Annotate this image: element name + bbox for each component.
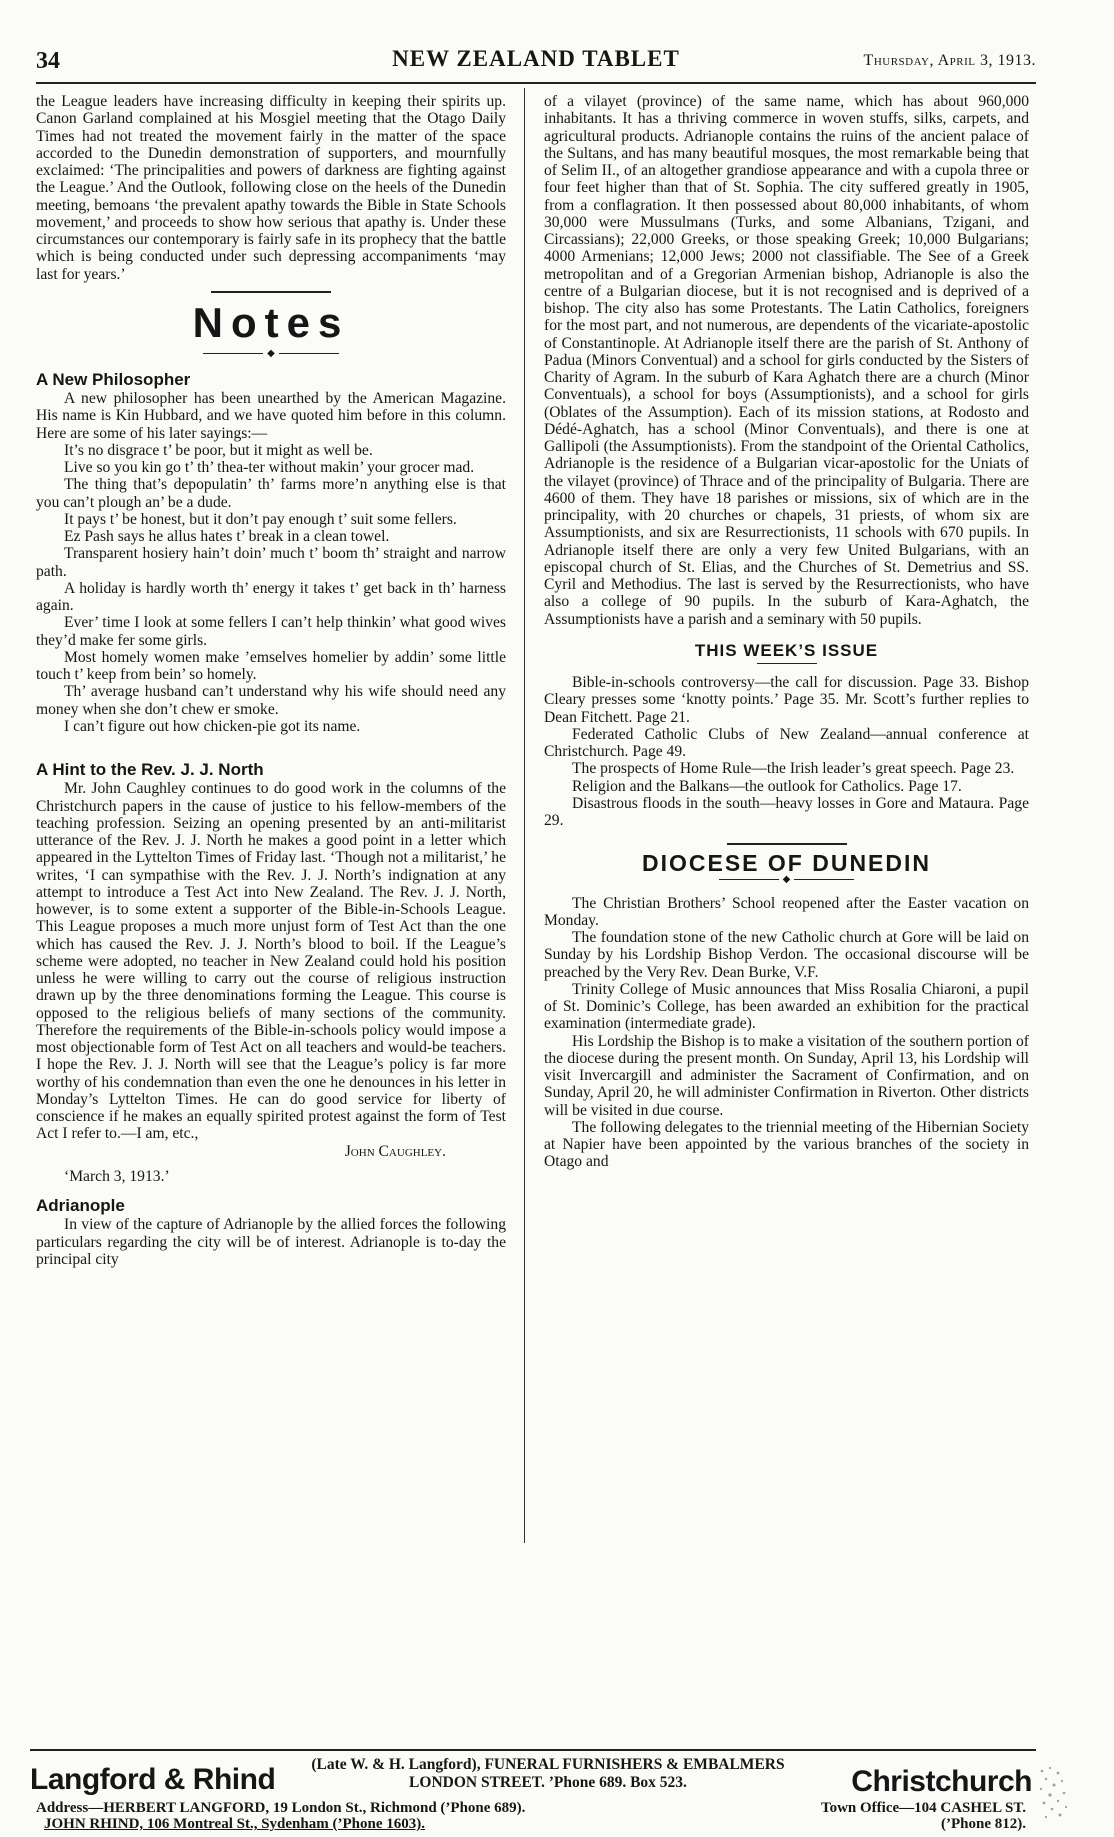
saying-item: Ever’ time I look at some fellers I can’t help thinkin’ what good wives they’d make fer some girls. <box>36 614 506 649</box>
hint-body: Mr. John Caughley continues to do good work in the columns of the Christchurch papers in the cause of justice to his fellow-members of the teaching profession. Seizing an opening presented by an anti-militarist utterance of the Rev. J. J. North he makes a good point in a letter which appeared in the Lyttelton Times of Friday last. ‘Though not a militarist,’ he writes, ‘I can sympathise with the Rev. J. J. North’s indignation at any attempt to introduce a Test Act into New Zealand. The Rev. J. J. North, however, is to some extent a supporter of the Bible-in-Schools League. This League proposes a much more unjust form of Test Act than the one which has caused the Rev. J. J. North’s blood to boil. If the League’s scheme were adopted, no teacher in New Zealand could hold his position unless he were willing to carry out the course of religious instruction drawn up by the three denominations forming the League. This course is opposed to the religious beliefs of many sections of the community. Therefore the requirements of the Bible-in-schools policy would impose a most objectionable form of Test Act on all teachers and would-be teachers. I hope the Rev. J. J. North will see that the League’s policy is far more worthy of his condemnation than even the one he denounces in his letter in Monday’s Lyttelton Times. He can do good service for liberty of conscience if he makes an equally spirited protest against the form of Test Act I refer to.—I am, etc., <box>36 780 506 1143</box>
saying-item: I can’t figure out how chicken-pie got its name. <box>64 717 361 735</box>
saying-item: Live so you kin go t’ th’ thea-ter without makin’ your grocer mad. <box>64 459 475 476</box>
diocese-paragraph: The foundation stone of the new Catholic church at Gore will be laid on Sunday by his Lordship Bishop Verdon. The occasional discourse will be preached by the Very Rev. Dean Burke, V.F. <box>544 929 1029 981</box>
saying-item: Th’ average husband can’t understand why his wife should need any money when she don’t chew er smoke. <box>36 683 506 718</box>
advert-line-1: (Late W. & H. Langford), FUNERAL FURNISHERS & EMBALMERS <box>311 1756 785 1773</box>
column-divider <box>524 88 525 1543</box>
issue-list <box>544 674 1029 829</box>
diocese-paragraph: His Lordship the Bishop is to make a visitation of the southern portion of the diocese during the present month. On Sunday, April 13, his Lordship will visit Invercargill and administer the Sacrament of Confirmation, and on Sunday, April 20, he will administer Confirmation in Riverton. Other districts will be visited in due course. <box>544 1032 1029 1119</box>
heading-adrianople: Adrianople <box>36 1196 125 1215</box>
advert-city: Christchurch <box>851 1765 1032 1798</box>
adrianople-continued: of a vilayet (province) of the same name, which has about 960,000 inhabitants. It has a thriving commerce in woven stuffs, silks, carpets, and agricultural products. Adrianople contains the ruins of the ancient palace of the Sultans, and has many beautiful mosques, the most remarkable being that of Selim II., of an altogether grandiose appearance and with a cupola three or four feet higher than that of St. Sophia. The city suffered greatly in 1905, from a conflagration. It then possessed about 80,000 inhabitants, of whom 30,000 were Mussulmans (Turks, and some Albanians, Tzigani, and Circassians); 22,000 Greeks, or those speaking Greek; 10,000 Bulgarians; 4000 Armenians; 12,000 Jews; 2000 not classifiable. The See of a Greek metropolitan and of a Gregorian Armenian bishop, Adrianople is also the centre of a Bulgarian diocese, but it is not recognised and is deprived of a bishop. The city also has some Protestants. The Latin Catholics, foreigners for the most part, and not numerous, are dependents of the vicariate-apostolic of Constantinople. At Adrianople itself there are the parish of St. Anthony of Padua (Minors Conventual) and a school for girls conducted by the Sisters of Charity of Agram. In the suburb of Kara Aghatch there are a church (Minor Conventuals), a school for boys (Assumptionists), and a school for girls (Oblates of the Assumption). Each of its mission stations, at Rodosto and Dédé-Aghatch, has a school (Minor Conventuals), and there is one at Gallipoli (the Assumptionists). From the standpoint of the Oriental Catholics, Adrianople is the residence of a Bulgarian vicar-apostolic for the Uniats of the vilayet (province) of Thrace and of the principality of Bulgaria. There are 4600 of them. They have 18 parishes or missions, six of which are in the principality, with 20 churches or chapels, 31 priests, of whom six are Assumptionists, and six are Resurrectionists, 11 schools with 670 pupils. In Adrianople itself there are only a very few United Bulgarians, with an episcopal church of St. Elias, and the Churches of St. Demetrius and SS. Cyril and Methodius. The last is served by the Resurrectionists, who have also a college of 90 pupils. In the suburb of Kara-Aghatch, the Assumptionists have a parish and a seminary with 50 pupils. <box>544 93 1029 628</box>
heading-hint-north: A Hint to the Rev. J. J. North <box>36 760 264 779</box>
issue-item: Federated Catholic Clubs of New Zealand—annual conference at Christchurch. Page 49. <box>544 725 1029 760</box>
diocese-news <box>544 895 1029 1171</box>
decorative-stamp-icon <box>1036 1763 1070 1823</box>
diocese-paragraph: The Christian Brothers’ School reopened after the Easter vacation on Monday. <box>544 894 1029 929</box>
saying-item: It pays t’ be honest, but it don’t pay enough t’ suit some fellers. <box>64 510 457 528</box>
section-rule <box>211 291 331 293</box>
philosopher-intro: A new philosopher has been unearthed by the American Magazine. His name is Kin Hubbard, and we have quoted him before in this column. Here are some of his later sayings:— <box>36 390 506 442</box>
advert-details <box>288 1756 808 1792</box>
section-rule <box>727 843 847 845</box>
page-number: 34 <box>36 48 60 74</box>
saying-item: Transparent hosiery hain’t doin’ much t’ boom th’ straight and narrow path. <box>36 545 506 580</box>
adrianople-intro: In view of the capture of Adrianople by the allied forces the following particulars regarding the city will be of interest. Adrianople is to-day the principal city <box>36 1216 506 1268</box>
heading-this-weeks-issue: THIS WEEK’S ISSUE <box>694 640 879 660</box>
advert-line-2: LONDON STREET. ’Phone 689. Box 523. <box>409 1774 687 1791</box>
heading-diocese-dunedin: DIOCESE OF DUNEDIN <box>641 850 932 877</box>
saying-item: The thing that’s depopulatin’ th’ farms more’n anything else is that you can’t plough an’ be a dude. <box>36 476 506 511</box>
heading-new-philosopher: A New Philosopher <box>36 369 191 389</box>
diocese-paragraph: The following delegates to the triennial meeting of the Hibernian Society at Napier have been appointed by the various branches of the society in Otago and <box>544 1118 1029 1171</box>
notes-title: Notes <box>192 298 350 346</box>
left-column <box>36 93 506 1268</box>
sayings-list <box>36 442 506 735</box>
diocese-paragraph: Trinity College of Music announces that Miss Rosalia Chiaroni, a pupil of St. Dominic’s College, has been awarded an exhibition for the practical examination (intermediate grade). <box>544 980 1029 1033</box>
advert-town-office: Town Office—104 CASHEL ST. <box>820 1800 1026 1816</box>
advert-rule <box>30 1749 1036 1751</box>
saying-item: Most homely women make ’emselves homelier by addin’ some little touch t’ keep from bein’ so homely. <box>36 648 506 683</box>
saying-item: Ez Pash says he allus hates t’ break in a clean towel. <box>64 528 390 545</box>
saying-item: A holiday is hardly worth th’ energy it takes t’ get back in th’ harness again. <box>36 579 506 614</box>
issue-item: Bible-in-schools controversy—the call for discussion. Page 33. Bishop Cleary presses some ‘knotty points.’ Page 35. Mr. Scott’s further replies to Dean Fitchett. Page 21. <box>544 674 1029 726</box>
advert-address-1: Address—HERBERT LANGFORD, 19 London St., Richmond (’Phone 689). <box>36 1800 526 1816</box>
signature: John Caughley. <box>344 1142 446 1160</box>
advertisement <box>30 1749 1036 1835</box>
letter-date: ‘March 3, 1913.’ <box>64 1167 170 1185</box>
page-header <box>36 46 1036 80</box>
league-paragraph: the League leaders have increasing difficulty in keeping their spirits up. Canon Garland complained at his Mosgiel meeting that the Otago Daily Times had not treated the movement fairly in the matter of the space accorded to the Dunedin demonstration of supporters, and mournfully exclaimed: ‘The principalities and powers of darkness are fighting against the League.’ And the Outlook, following close on the heels of the Dunedin meeting, bemoans ‘the prevalent apathy towards the Bible in State Schools movement,’ and proceeds to show how serious that apathy is. Under these circumstances our contemporary is fairly safe in its prophecy that the battle which is being conducted under such depressing accompaniments ‘may last for years.’ <box>36 93 506 283</box>
ornament-divider: ◆ <box>544 873 1029 887</box>
issue-item: The prospects of Home Rule—the Irish leader’s great speech. Page 23. <box>572 760 1015 778</box>
advert-town-phone: (’Phone 812). <box>941 1816 1026 1832</box>
issue-date: Thursday, April 3, 1913. <box>863 52 1036 69</box>
advert-firm-name: Langford & Rhind <box>30 1763 276 1796</box>
issue-item: Religion and the Balkans—the outlook for Catholics. Page 17. <box>572 777 962 795</box>
masthead: NEW ZEALAND TABLET <box>392 46 680 71</box>
issue-item: Disastrous floods in the south—heavy losses in Gore and Mataura. Page 29. <box>544 794 1029 829</box>
ornament-divider: ◆ <box>36 347 506 361</box>
advert-address-2: JOHN RHIND, 106 Montreal St., Sydenham (’Phone 1603). <box>44 1816 425 1832</box>
header-rule <box>36 82 1036 84</box>
right-column <box>544 93 1029 1171</box>
issue-rule <box>757 663 817 664</box>
saying-item: It’s no disgrace t’ be poor, but it might as well be. <box>64 441 373 459</box>
